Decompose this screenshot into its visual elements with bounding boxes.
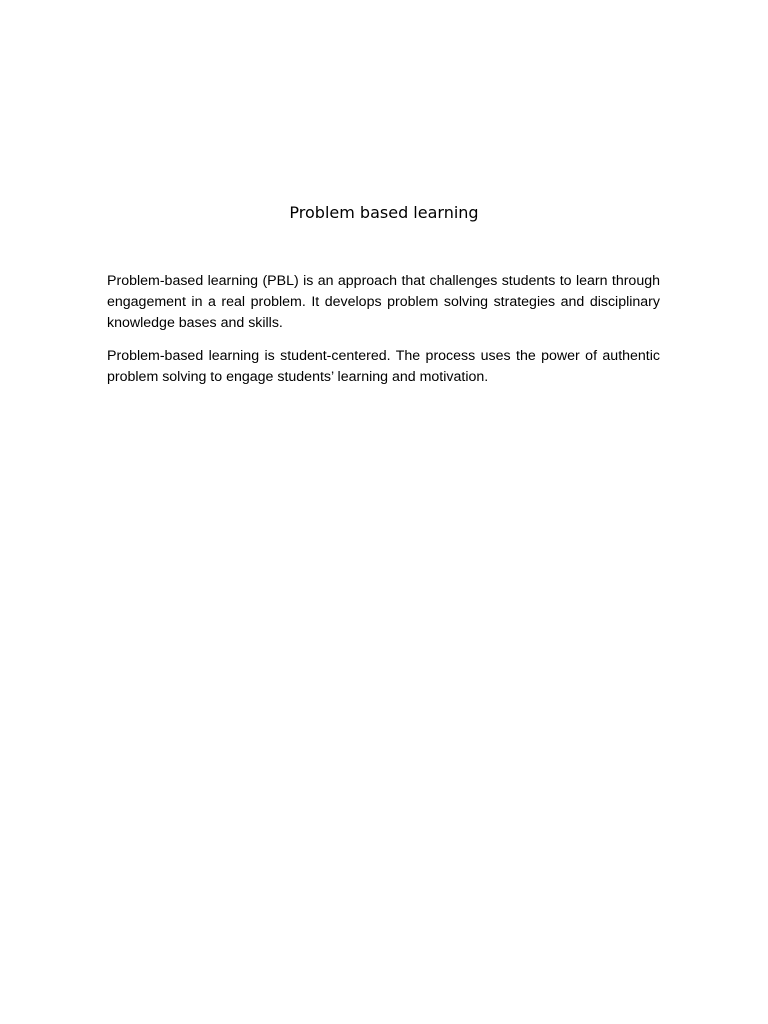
document-title: Problem based learning <box>289 203 479 222</box>
paragraph-2: Problem-based learning is student-centered. The process uses the power of authentic problem solving to engage students’ learning and motivation. <box>107 348 660 385</box>
document-body <box>107 271 660 400</box>
paragraph-1: Problem-based learning (PBL) is an approach that challenges students to learn through engagement in a real problem. It develops problem solving strategies and disciplinary knowledge bases and skills. <box>107 273 660 331</box>
